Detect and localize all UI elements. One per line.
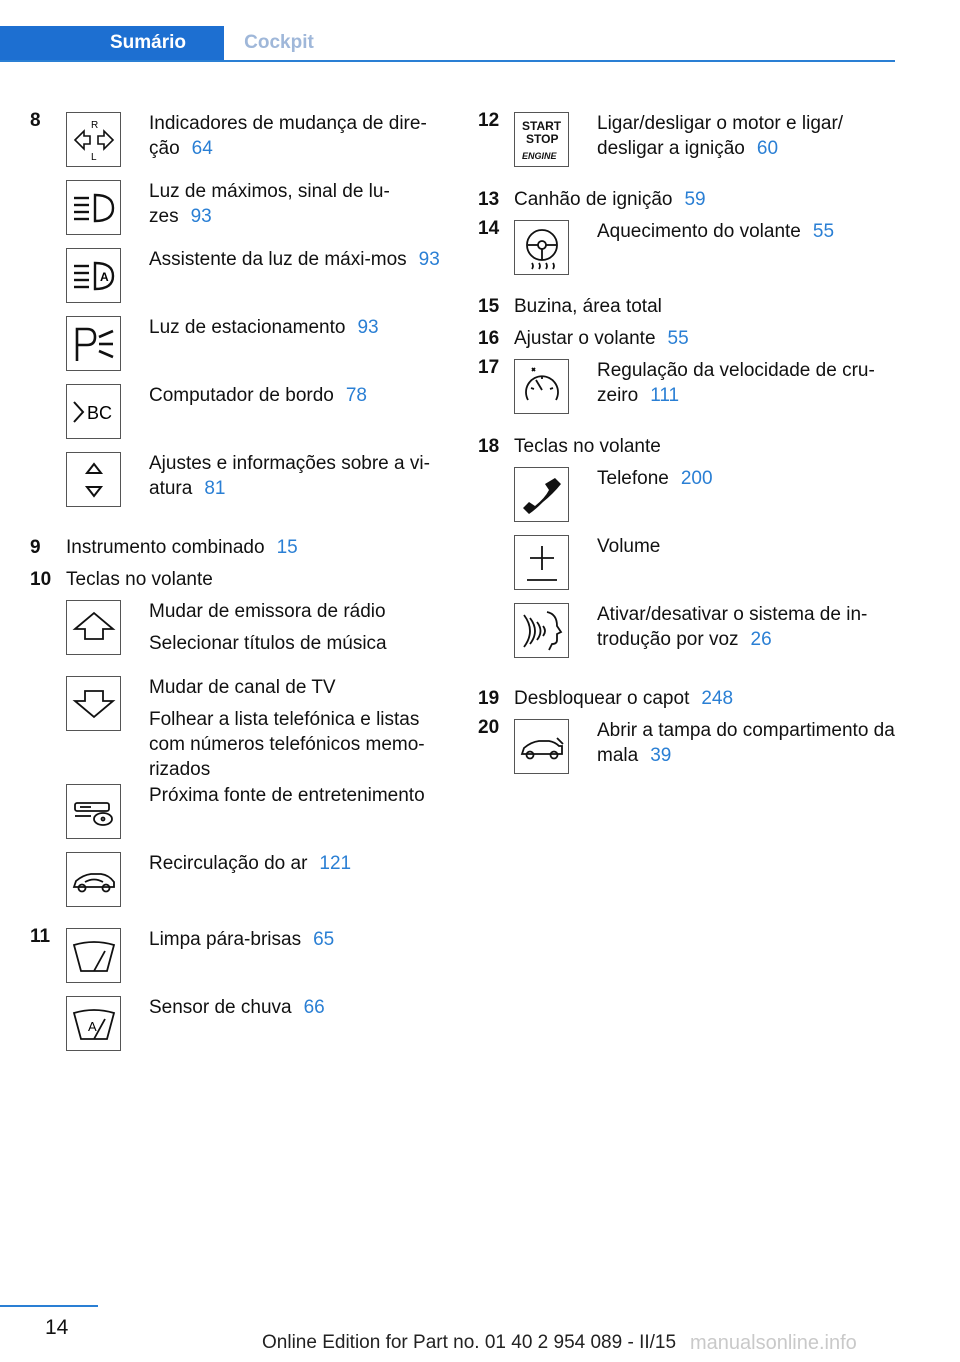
item-number: 8	[30, 110, 41, 131]
page-link[interactable]: 66	[303, 997, 325, 1018]
onboard-computer-icon	[66, 384, 121, 439]
voice-control-icon	[514, 603, 569, 658]
item-20-trunk	[478, 715, 898, 783]
item-label: Recirculação do ar	[149, 853, 308, 874]
svg-text:A: A	[87, 1018, 97, 1034]
item-10-down	[30, 672, 450, 780]
svg-text:L: L	[90, 151, 97, 163]
item-18	[478, 431, 898, 463]
item-16	[478, 323, 898, 355]
item-label: Buzina, área total	[514, 296, 662, 317]
item-18-voice	[478, 599, 898, 683]
steering-wheel-heating-icon	[514, 220, 569, 275]
right-column	[478, 108, 898, 783]
item-11-wiper	[30, 924, 450, 992]
item-label: Computador de bordo	[149, 385, 334, 406]
footer-divider	[0, 1305, 98, 1307]
page-link[interactable]: 121	[319, 853, 352, 874]
page-link[interactable]: 248	[701, 688, 734, 709]
item-label: Folhear a lista telefónica e listas com números telefónicos memo‐rizados	[149, 709, 425, 780]
page-link[interactable]: 55	[812, 221, 835, 242]
item-label: Aquecimento do volante	[597, 221, 801, 242]
item-number: 10	[30, 569, 52, 590]
item-number: 15	[478, 296, 500, 317]
item-label: Luz de máximos, sinal de lu‐zes	[149, 181, 390, 227]
high-beam-icon	[66, 180, 121, 235]
item-8-onboard-computer	[30, 380, 450, 448]
parking-light-icon	[66, 316, 121, 371]
item-label: Mudar de emissora de rádio	[149, 601, 386, 622]
item-label: Próxima fonte de entretenimento	[149, 785, 425, 806]
item-label: Teclas no volante	[514, 436, 661, 457]
item-label: Desbloquear o capot	[514, 688, 690, 709]
item-label: Canhão de ignição	[514, 189, 673, 210]
trunk-lid-icon	[514, 719, 569, 774]
start-stop-icon	[514, 112, 569, 167]
turn-signal-icon	[66, 112, 121, 167]
page-link[interactable]: 60	[756, 138, 779, 159]
page-link[interactable]: 64	[191, 138, 213, 159]
up-down-arrows-icon	[66, 452, 121, 507]
top-nav	[0, 26, 895, 62]
item-label: Abrir a tampa do compartimento da mala	[597, 720, 895, 766]
tab-sumario[interactable]: Sumário	[0, 26, 224, 60]
svg-text:BC: BC	[86, 402, 112, 423]
item-label: Limpa pára-brisas	[149, 929, 302, 950]
item-18-volume	[478, 531, 898, 599]
volume-icon	[514, 535, 569, 590]
svg-text:A: A	[99, 269, 109, 284]
item-number: 19	[478, 688, 500, 709]
item-label: Ativar/desativar o sistema de in‐trodução por voz	[597, 604, 868, 650]
item-10	[30, 564, 450, 596]
page-link[interactable]: 111	[650, 385, 680, 406]
item-8-vehicle-settings	[30, 448, 450, 516]
item-8-high-beam	[30, 176, 450, 244]
page-link[interactable]: 59	[684, 189, 706, 210]
item-label: Sensor de chuva	[149, 997, 292, 1018]
item-label: Regulação da velocidade de cru‐zeiro	[597, 360, 875, 406]
icon-label: STOP	[525, 131, 558, 146]
item-label: Telefone	[597, 468, 669, 489]
phone-icon	[514, 467, 569, 522]
item-17-cruise-control	[478, 355, 898, 431]
item-10-up	[30, 596, 450, 672]
item-label: Luz de estacionamento	[149, 317, 346, 338]
entertainment-source-icon	[66, 784, 121, 839]
item-19	[478, 683, 898, 715]
page-link[interactable]: 78	[345, 385, 367, 406]
item-10-recirculation	[30, 848, 450, 916]
item-15	[478, 291, 898, 323]
arrow-down-icon	[66, 676, 121, 731]
icon-label: START	[521, 118, 561, 133]
arrow-up-icon	[66, 600, 121, 655]
item-label: Ajustes e informações sobre a vi‐atura	[149, 453, 430, 499]
air-recirculation-icon	[66, 852, 121, 907]
item-label: Teclas no volante	[66, 569, 213, 590]
item-12-start-stop	[478, 108, 898, 184]
item-8-parking-light	[30, 312, 450, 380]
cruise-control-icon	[514, 359, 569, 414]
item-number: 13	[478, 189, 500, 210]
page-link[interactable]: 93	[190, 206, 212, 227]
item-label: Indicadores de mudança de dire‐ção	[149, 113, 427, 159]
item-number: 9	[30, 537, 41, 558]
page-link[interactable]: 15	[276, 537, 298, 558]
left-column	[30, 108, 450, 1060]
item-8-high-beam-assist	[30, 244, 450, 312]
item-9	[30, 532, 450, 564]
item-number: 17	[478, 357, 500, 378]
svg-text:R: R	[90, 119, 98, 131]
item-label: Ligar/desligar o motor e ligar/ desligar a ignição	[597, 113, 844, 159]
item-label: Instrumento combinado	[66, 537, 265, 558]
page-link[interactable]: 81	[204, 478, 226, 499]
edition-text: Online Edition for Part no. 01 40 2 954 089 - II/15	[262, 1332, 677, 1353]
item-number: 20	[478, 717, 500, 738]
page-link[interactable]: 93	[357, 317, 379, 338]
item-10-entertainment	[30, 780, 450, 848]
item-label: Volume	[597, 536, 661, 557]
tab-cockpit[interactable]: Cockpit	[244, 32, 314, 53]
item-label: Assistente da luz de máxi‐mos	[149, 249, 407, 270]
item-number: 11	[30, 926, 51, 947]
watermark: manualsonline.info	[690, 1332, 857, 1354]
item-11-rain-sensor	[30, 992, 450, 1060]
page-number: 14	[45, 1316, 69, 1339]
item-label: Mudar de canal de TV	[149, 677, 336, 698]
rain-sensor-icon	[66, 996, 121, 1051]
item-8-turn-signal	[30, 108, 450, 176]
item-label: Selecionar títulos de música	[149, 633, 387, 654]
page-link[interactable]: 55	[667, 328, 689, 349]
item-13	[478, 184, 898, 216]
item-number: 14	[478, 218, 500, 239]
page-link[interactable]: 26	[750, 629, 772, 650]
icon-label: ENGINE	[521, 150, 557, 161]
page-link[interactable]: 200	[680, 468, 713, 489]
wiper-icon	[66, 928, 121, 983]
page-link[interactable]: 65	[313, 929, 335, 950]
item-18-phone	[478, 463, 898, 531]
item-label: Ajustar o volante	[514, 328, 656, 349]
page-link[interactable]: 39	[650, 745, 672, 766]
item-number: 12	[478, 110, 500, 131]
high-beam-assist-icon	[66, 248, 121, 303]
item-number: 16	[478, 328, 500, 349]
item-number: 18	[478, 436, 500, 457]
page-link[interactable]: 93	[418, 249, 440, 270]
item-14-steering-heat	[478, 216, 898, 291]
